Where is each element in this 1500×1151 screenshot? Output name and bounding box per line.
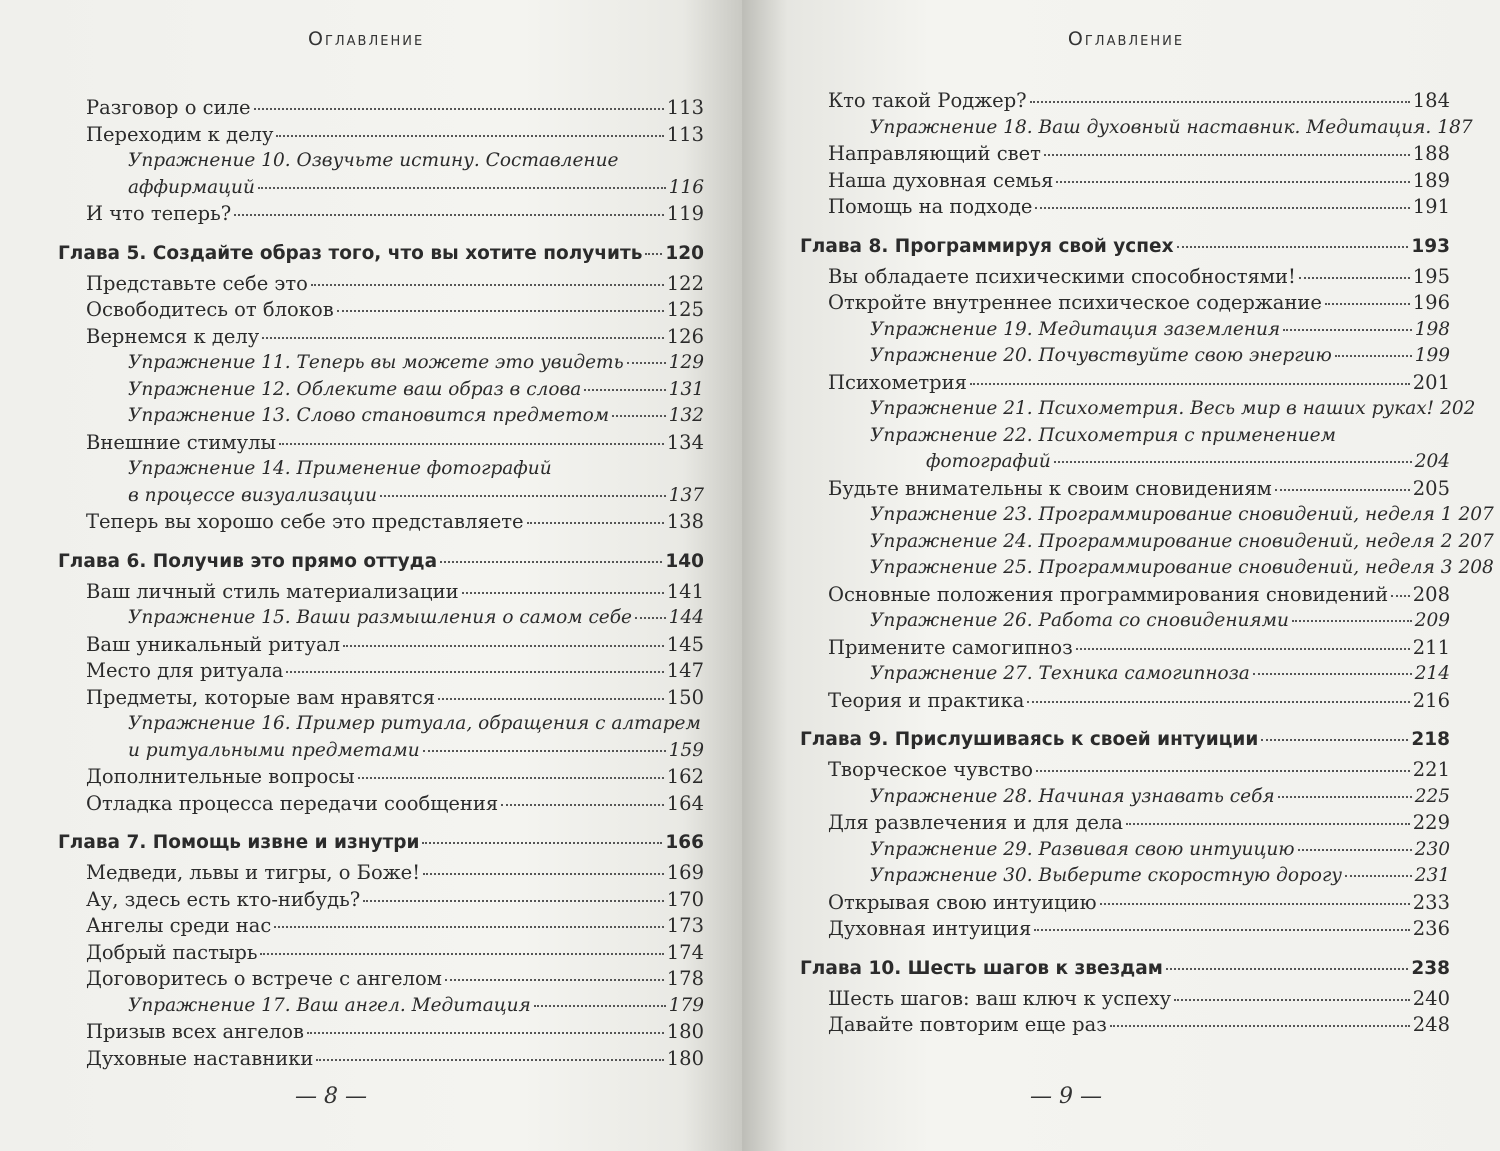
toc-entry-page: 204 xyxy=(1414,451,1450,472)
toc-entry-title: Духовная интуиция xyxy=(828,917,1032,940)
toc-entry xyxy=(58,913,704,940)
toc-entry-page: 119 xyxy=(666,202,704,225)
dot-leader xyxy=(1054,461,1412,463)
toc-entry-page: 240 xyxy=(1412,986,1450,1010)
toc-entry xyxy=(800,890,1450,917)
toc-entry-page: 164 xyxy=(666,791,704,815)
dot-leader xyxy=(462,592,664,594)
toc-entry-page: 193 xyxy=(1411,235,1450,257)
toc-entry xyxy=(800,810,1450,837)
toc-entry-title: Психометрия xyxy=(828,370,967,394)
toc-entry xyxy=(58,377,704,404)
dot-leader xyxy=(1076,648,1410,650)
toc-entry-page: 196 xyxy=(1412,291,1450,314)
dot-leader xyxy=(1283,329,1412,331)
dot-leader xyxy=(262,337,663,339)
dot-leader xyxy=(337,310,664,312)
toc-entry-title: Вернемся к делу xyxy=(86,324,260,348)
toc-entry-title: Ваш личный стиль материализации xyxy=(86,579,459,603)
dot-leader xyxy=(534,1005,666,1007)
dot-leader xyxy=(612,415,666,417)
toc-entry-page: 231 xyxy=(1414,865,1450,886)
toc-entry-page: 141 xyxy=(666,579,704,603)
toc-entry xyxy=(58,993,704,1020)
toc-entry-title: Упражнение 21. Психометрия. Весь мир в наших руках! xyxy=(870,398,1435,419)
toc-entry-page: 201 xyxy=(1412,370,1450,394)
dot-leader xyxy=(1278,796,1412,798)
dot-leader xyxy=(307,1032,664,1034)
toc-entry-title: Направляющий свет xyxy=(828,142,1041,165)
toc-entry-page: 199 xyxy=(1414,345,1450,366)
toc-entry xyxy=(58,122,704,149)
toc-entry-title: Упражнение 17. Ваш ангел. Медитация xyxy=(128,994,531,1016)
toc-entry-page: 145 xyxy=(666,632,704,656)
toc-entry-title: Упражнение 14. Применение фотографий xyxy=(128,458,552,479)
table-of-contents xyxy=(58,95,704,1072)
toc-entry xyxy=(800,423,1450,450)
toc-entry-title: Помощь на подходе xyxy=(828,195,1033,218)
toc-entry-title: Упражнение 20. Почувствуйте свою энергию xyxy=(870,345,1332,366)
toc-entry-page: 173 xyxy=(666,914,704,937)
toc-entry-title: Переходим к делу xyxy=(86,122,274,146)
toc-entry xyxy=(58,685,704,712)
page-number: — 9 — xyxy=(1030,1084,1102,1109)
dot-leader xyxy=(1035,207,1409,209)
toc-entry-title: Упражнение 22. Психометрия с применением xyxy=(870,424,1336,446)
toc-entry-page: 218 xyxy=(1411,729,1450,750)
toc-entry-title: Упражнение 16. Пример ритуала, обращения с алтарем xyxy=(128,713,701,734)
dot-leader xyxy=(276,135,663,137)
dot-leader xyxy=(1126,823,1410,825)
dot-leader xyxy=(1299,277,1410,279)
dot-leader xyxy=(1325,303,1410,305)
toc-entry-title: Освободитесь от блоков xyxy=(86,298,334,321)
toc-entry-title: Упражнение 19. Медитация заземления xyxy=(870,318,1281,340)
dot-leader xyxy=(1034,929,1410,931)
toc-entry-page: 184 xyxy=(1412,89,1450,112)
toc-entry xyxy=(58,1046,704,1073)
dot-leader xyxy=(358,777,664,779)
toc-entry xyxy=(58,940,704,967)
toc-entry-title: Ваш уникальный ритуал xyxy=(86,632,341,656)
toc-entry-page: 126 xyxy=(666,324,704,348)
dot-leader xyxy=(1292,620,1412,622)
toc-entry-page: 238 xyxy=(1411,957,1450,979)
toc-entry xyxy=(58,297,704,324)
dot-leader xyxy=(527,522,664,524)
toc-entry-title: Вы обладаете психическими способностями! xyxy=(828,264,1296,288)
toc-entry-page: 132 xyxy=(668,405,704,426)
toc-entry-title: аффирмаций xyxy=(128,176,255,198)
toc-entry xyxy=(58,1019,704,1046)
toc-entry-title: Упражнение 23. Программирование сновидений, неделя 1 xyxy=(870,504,1453,525)
toc-entry-title: Примените самогипноз xyxy=(828,635,1073,659)
dot-leader xyxy=(445,979,664,981)
toc-chapter-entry xyxy=(58,829,704,857)
toc-entry-title: Представьте себе это xyxy=(86,271,308,295)
dot-leader xyxy=(1027,701,1409,703)
toc-entry-page: 140 xyxy=(665,550,704,572)
dot-leader xyxy=(1100,903,1410,905)
toc-entry-title: Упражнение 29. Развивая свою интуицию xyxy=(870,838,1295,860)
toc-entry-page: 205 xyxy=(1412,476,1450,500)
toc-entry-title: Упражнение 10. Озвучьте истину. Составление xyxy=(128,150,619,171)
toc-entry xyxy=(58,350,704,377)
toc-entry xyxy=(800,582,1450,609)
dot-leader xyxy=(343,645,664,647)
toc-entry xyxy=(800,343,1450,370)
dot-leader xyxy=(1253,673,1412,675)
toc-entry-title: Упражнение 30. Выберите скоростную дорогу xyxy=(870,865,1343,886)
toc-entry-title: Призыв всех ангелов xyxy=(86,1020,304,1043)
running-head xyxy=(742,28,1500,50)
running-head-text: Оглавление xyxy=(1067,28,1185,50)
dot-leader xyxy=(635,617,666,619)
dot-leader xyxy=(970,383,1410,385)
toc-entry-title: Кто такой Роджер? xyxy=(828,89,1027,112)
dot-leader xyxy=(1030,101,1410,103)
dot-leader xyxy=(584,389,665,391)
toc-entry-page: 131 xyxy=(668,378,704,400)
toc-entry xyxy=(800,608,1450,635)
toc-entry-page: 150 xyxy=(666,685,704,709)
toc-entry-title: Ангелы среди нас xyxy=(86,914,272,937)
toc-entry-page: 208 xyxy=(1412,582,1450,606)
dot-leader xyxy=(422,842,662,844)
toc-entry-title: Отладка процесса передачи сообщения xyxy=(86,791,499,815)
toc-entry-title: Дополнительные вопросы xyxy=(86,765,355,788)
dot-leader xyxy=(1166,968,1409,970)
left-page xyxy=(0,0,742,1151)
toc-entry xyxy=(800,449,1450,476)
dot-leader xyxy=(1335,355,1412,357)
toc-entry xyxy=(58,658,704,685)
running-head-text: Оглавление xyxy=(308,28,425,50)
toc-entry-page: 169 xyxy=(666,861,704,884)
dot-leader xyxy=(438,698,664,700)
dot-leader xyxy=(1044,154,1410,156)
toc-entry-title: Упражнение 15. Ваши размышления о самом себе xyxy=(128,607,632,628)
toc-chapter-entry xyxy=(58,548,704,576)
toc-entry-title: Глава 7. Помощь извне и изнутри xyxy=(58,832,420,853)
toc-entry-title: Основные положения программирования сновидений xyxy=(828,582,1389,606)
toc-entry xyxy=(800,661,1450,688)
dot-leader xyxy=(260,953,663,955)
toc-entry-page: 170 xyxy=(666,887,704,911)
toc-entry xyxy=(800,916,1450,943)
toc-entry-page: 178 xyxy=(666,967,704,990)
toc-entry-title: Разговор о силе xyxy=(86,96,251,119)
toc-entry-page: 137 xyxy=(668,484,704,506)
toc-entry xyxy=(58,605,704,632)
dot-leader xyxy=(380,495,666,497)
toc-entry-page: 229 xyxy=(1412,811,1450,834)
right-page xyxy=(742,0,1500,1151)
toc-entry-title: Упражнение 18. Ваш духовный наставник. Медитация. xyxy=(870,116,1432,138)
toc-entry-page: 236 xyxy=(1412,917,1450,940)
toc-entry-page: 207 xyxy=(1458,530,1494,552)
toc-entry-page: 180 xyxy=(666,1020,704,1043)
toc-entry xyxy=(58,711,704,738)
dot-leader xyxy=(440,561,662,563)
toc-entry-page: 207 xyxy=(1458,504,1494,525)
toc-entry xyxy=(58,430,704,457)
toc-entry-title: Упражнение 24. Программирование сновидений, неделя 2 xyxy=(870,530,1453,552)
toc-entry-page: 225 xyxy=(1414,785,1450,807)
toc-entry xyxy=(58,579,704,606)
toc-entry xyxy=(800,168,1450,195)
toc-entry-page: 233 xyxy=(1412,890,1450,914)
toc-entry xyxy=(800,194,1450,221)
toc-entry-title: Глава 5. Создайте образ того, что вы хотите получить xyxy=(58,242,643,264)
toc-entry-title: Место для ритуала xyxy=(86,659,284,682)
toc-entry-page: 159 xyxy=(668,739,704,761)
toc-entry xyxy=(58,201,704,228)
dot-leader xyxy=(274,926,663,928)
dot-leader xyxy=(363,900,664,902)
toc-entry xyxy=(58,95,704,122)
toc-entry xyxy=(58,403,704,430)
dot-leader xyxy=(645,253,662,255)
toc-entry xyxy=(800,784,1450,811)
toc-entry xyxy=(58,483,704,510)
toc-entry xyxy=(58,271,704,298)
toc-chapter-entry xyxy=(800,955,1450,983)
toc-entry xyxy=(800,264,1450,291)
toc-entry-page: 147 xyxy=(666,659,704,682)
toc-entry-title: Упражнение 27. Техника самогипноза xyxy=(870,663,1250,684)
toc-entry xyxy=(800,396,1476,423)
toc-entry-page: 191 xyxy=(1412,195,1450,218)
toc-entry-page: 187 xyxy=(1437,116,1473,138)
dot-leader xyxy=(258,187,666,189)
toc-entry xyxy=(800,863,1450,890)
toc-entry-title: Упражнение 28. Начиная узнавать себя xyxy=(870,785,1275,807)
toc-entry-title: Духовные наставники xyxy=(86,1046,314,1070)
dot-leader xyxy=(311,284,664,286)
toc-entry xyxy=(800,88,1450,115)
toc-entry-title: Откройте внутреннее психическое содержание xyxy=(828,291,1322,314)
toc-entry-page: 166 xyxy=(665,832,704,853)
toc-entry xyxy=(800,529,1494,556)
toc-entry xyxy=(800,555,1494,582)
toc-entry-title: Давайте повторим еще раз xyxy=(828,1013,1107,1036)
toc-entry-title: Упражнение 12. Облеките ваш образ в слова xyxy=(128,378,582,400)
toc-entry-page: 113 xyxy=(666,96,704,119)
toc-entry-page: 113 xyxy=(666,122,704,146)
dot-leader xyxy=(423,750,666,752)
toc-entry-title: Добрый пастырь xyxy=(86,940,258,964)
toc-entry xyxy=(58,860,704,887)
toc-entry-page: 198 xyxy=(1414,318,1450,340)
toc-entry-title: Теперь вы хорошо себе это представляете xyxy=(86,510,524,533)
toc-entry xyxy=(800,476,1450,503)
toc-entry xyxy=(800,986,1450,1013)
dot-leader xyxy=(1036,770,1410,772)
toc-entry-page: 162 xyxy=(666,765,704,788)
toc-entry-page: 174 xyxy=(666,940,704,964)
toc-entry xyxy=(800,115,1473,142)
toc-entry xyxy=(58,148,704,175)
toc-entry-title: Теория и практика xyxy=(828,688,1025,712)
dot-leader xyxy=(423,873,664,875)
toc-entry-title: Упражнение 11. Теперь вы можете это увидеть xyxy=(128,352,624,373)
toc-entry xyxy=(58,791,704,818)
toc-entry xyxy=(800,757,1450,784)
toc-entry-title: Внешние стимулы xyxy=(86,430,276,454)
toc-entry-title: И что теперь? xyxy=(86,202,232,225)
toc-entry-page: 134 xyxy=(666,430,704,454)
toc-entry-page: 188 xyxy=(1412,142,1450,165)
dot-leader xyxy=(1110,1025,1410,1027)
toc-entry-title: Глава 9. Прислушиваясь к своей интуиции xyxy=(800,729,1259,750)
toc-entry-page: 221 xyxy=(1412,758,1450,781)
toc-entry xyxy=(800,1012,1450,1039)
dot-leader xyxy=(1056,181,1409,183)
toc-entry xyxy=(800,370,1450,397)
toc-chapter-entry xyxy=(800,726,1450,754)
toc-entry-page: 248 xyxy=(1412,1013,1450,1036)
toc-entry-page: 138 xyxy=(666,510,704,533)
toc-entry xyxy=(800,317,1450,344)
dot-leader xyxy=(279,443,664,445)
dot-leader xyxy=(316,1059,663,1061)
toc-entry-page: 195 xyxy=(1412,264,1450,288)
toc-entry-title: Договоритесь о встрече с ангелом xyxy=(86,967,442,990)
toc-entry-page: 214 xyxy=(1414,663,1450,684)
toc-entry-page: 116 xyxy=(668,176,704,198)
dot-leader xyxy=(1345,875,1412,877)
toc-entry-title: Наша духовная семья xyxy=(828,168,1054,192)
toc-entry xyxy=(800,502,1494,529)
toc-entry-page: 129 xyxy=(668,352,704,373)
toc-entry xyxy=(58,509,704,536)
toc-entry-title: Шесть шагов: ваш ключ к успеху xyxy=(828,986,1172,1010)
toc-entry-page: 230 xyxy=(1414,838,1450,860)
toc-entry-page: 179 xyxy=(668,994,704,1016)
toc-entry-title: Упражнение 13. Слово становится предметом xyxy=(128,405,610,426)
dot-leader xyxy=(254,108,664,110)
toc-entry-title: Медведи, львы и тигры, о Боже! xyxy=(86,861,421,884)
page-number: — 8 — xyxy=(295,1084,367,1109)
dot-leader xyxy=(1261,739,1408,741)
toc-entry-title: Для развлечения и для дела xyxy=(828,811,1123,834)
toc-entry-page: 208 xyxy=(1458,557,1494,578)
toc-entry-page: 209 xyxy=(1414,610,1450,631)
toc-entry-title: Глава 6. Получив это прямо оттуда xyxy=(58,550,438,572)
toc-entry-title: Ау, здесь есть кто-нибудь? xyxy=(86,887,361,911)
toc-entry-title: Открывая свою интуицию xyxy=(828,890,1097,914)
toc-entry-title: Глава 10. Шесть шагов к звездам xyxy=(800,957,1163,979)
toc-entry-page: 180 xyxy=(666,1046,704,1070)
toc-entry xyxy=(58,738,704,765)
toc-entry xyxy=(58,632,704,659)
dot-leader xyxy=(1177,246,1409,248)
toc-entry-page: 189 xyxy=(1412,168,1450,192)
dot-leader xyxy=(627,362,666,364)
dot-leader xyxy=(1275,489,1410,491)
toc-entry xyxy=(58,966,704,993)
toc-chapter-entry xyxy=(800,233,1450,261)
toc-entry xyxy=(800,688,1450,715)
toc-entry-page: 216 xyxy=(1412,688,1450,712)
toc-entry-title: Предметы, которые вам нравятся xyxy=(86,685,436,709)
toc-entry-page: 120 xyxy=(665,242,704,264)
table-of-contents xyxy=(800,88,1494,1039)
running-head xyxy=(0,28,742,50)
toc-entry-page: 211 xyxy=(1412,635,1450,659)
dot-leader xyxy=(1174,999,1410,1001)
toc-entry-title: Глава 8. Программируя свой успех xyxy=(800,235,1174,257)
dot-leader xyxy=(234,214,664,216)
toc-entry xyxy=(800,141,1450,168)
dot-leader xyxy=(501,804,664,806)
toc-entry xyxy=(58,175,704,202)
toc-chapter-entry xyxy=(58,240,704,268)
toc-entry-page: 125 xyxy=(666,298,704,321)
toc-entry-title: Упражнение 26. Работа со сновидениями xyxy=(870,610,1289,631)
dot-leader xyxy=(1298,849,1412,851)
toc-entry xyxy=(58,764,704,791)
dot-leader xyxy=(286,671,663,673)
toc-entry xyxy=(800,635,1450,662)
toc-entry xyxy=(58,324,704,351)
toc-entry-title: и ритуальными предметами xyxy=(128,739,420,761)
dot-leader xyxy=(1391,595,1410,597)
toc-entry-title: в процессе визуализации xyxy=(128,484,378,506)
toc-entry xyxy=(58,887,704,914)
toc-entry-page: 122 xyxy=(666,271,704,295)
toc-entry-page: 144 xyxy=(668,607,704,628)
toc-entry xyxy=(800,837,1450,864)
toc-entry xyxy=(800,290,1450,317)
toc-entry-title: Творческое чувство xyxy=(828,758,1033,781)
toc-entry-title: фотографий xyxy=(926,451,1051,472)
toc-entry-title: Упражнение 25. Программирование сновидений, неделя 3 xyxy=(870,557,1453,578)
toc-entry xyxy=(58,456,704,483)
toc-entry-page: 202 xyxy=(1440,398,1476,419)
toc-entry-title: Будьте внимательны к своим сновидениям xyxy=(828,476,1272,500)
